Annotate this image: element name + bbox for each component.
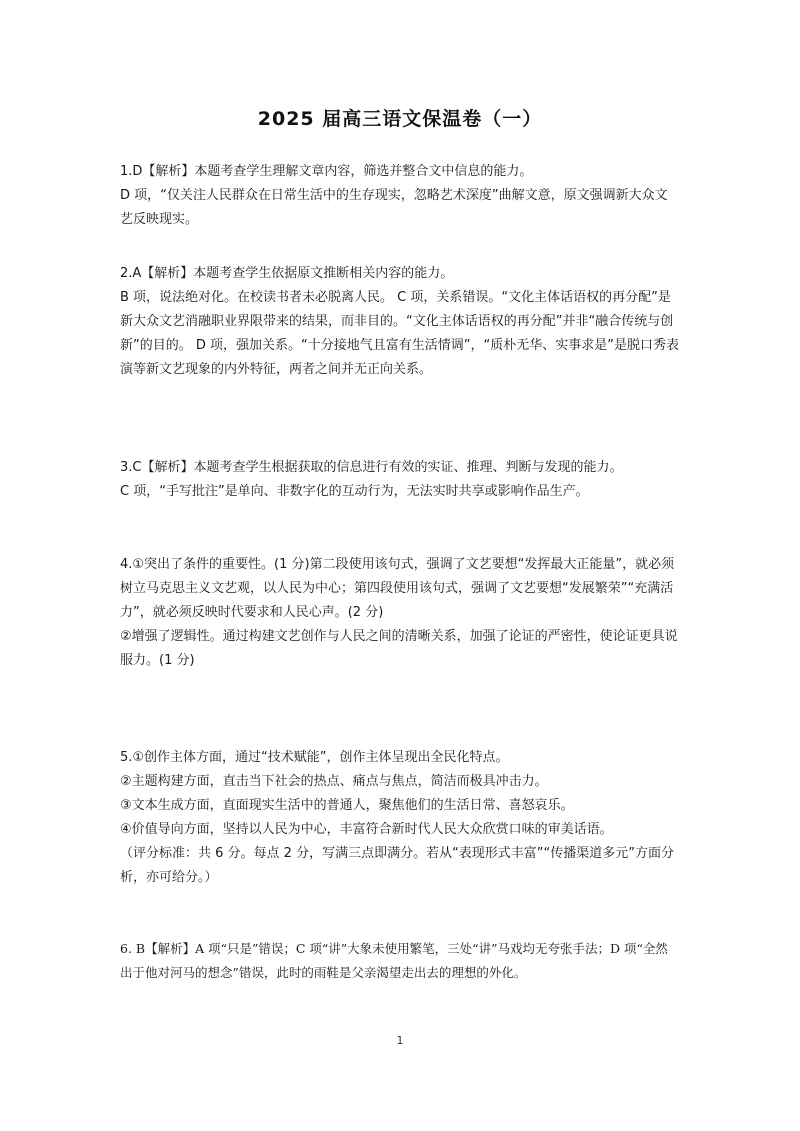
- answer-1: [120, 160, 680, 232]
- answer-5: [120, 746, 680, 890]
- answer-2-detail: B 项，说法绝对化。在校读书者未必脱离人民。 C 项，关系错误。“文化主体话语权的再分配”是新大众文艺消融职业界限带来的结果，而非目的。“文化主体话语权的再分配”并非“融合传统与创新”的目的。 D 项，强加关系。“十分接地气且富有生活情调”，“质朴无华、实事求是”是脱口秀表演等新文艺现象的内外特征，两者之间并无正向关系。: [120, 290, 679, 377]
- answer-4-point-1: 4.①突出了条件的重要性。(1 分)第二段使用该句式，强调了文艺要想“发挥最大正能量”，就必须树立马克思主义文艺观，以人民为中心；第四段使用该句式，强调了文艺要想“发展繁荣”“充满活力”，就必须反映时代要求和人民心声。(2 分): [120, 557, 675, 620]
- answer-3: [120, 456, 680, 504]
- answer-5-point-3: ③文本生成方面，直面现实生活中的普通人，聚焦他们的生活日常、喜怒哀乐。: [120, 798, 574, 813]
- answer-1-analysis: 1.D【解析】本题考查学生理解文章内容，筛选并整合文中信息的能力。: [120, 164, 533, 179]
- document-title: 2025 届高三语文保温卷（一）: [257, 108, 543, 130]
- page-number: 1: [396, 1034, 404, 1047]
- answer-2-analysis: 2.A【解析】本题考查学生依据原文推断相关内容的能力。: [120, 266, 454, 281]
- answer-6-analysis: 6. B【解析】A 项“只是”错误；C 项“讲”大象未使用繁笔，三处“讲”马戏均无夸张手法；D 项“全然出于他对河马的想念”错误，此时的雨鞋是父亲渴望走出去的理想的外化。: [120, 941, 668, 980]
- answer-1-detail: D 项，“仅关注人民群众在日常生活中的生存现实，忽略艺术深度”曲解文意，原文强调新大众文艺反映现实。: [120, 188, 668, 227]
- answer-3-analysis: 3.C【解析】本题考查学生根据获取的信息进行有效的实证、推理、判断与发现的能力。: [120, 460, 623, 475]
- answer-6: [120, 937, 680, 985]
- answer-2: [120, 262, 680, 382]
- answer-3-detail: C 项，“手写批注”是单向、非数字化的互动行为，无法实时共享或影响作品生产。: [120, 484, 589, 499]
- answer-5-scoring-note: （评分标准：共 6 分。每点 2 分，写满三点即满分。若从“表现形式丰富”“传播渠道多元”方面分析，亦可给分。）: [120, 846, 675, 885]
- answer-5-point-2: ②主题构建方面，直击当下社会的热点、痛点与焦点，简洁而极具冲击力。: [120, 774, 548, 789]
- answer-5-point-4: ④价值导向方面，坚持以人民为中心，丰富符合新时代人民大众欣赏口味的审美话语。: [120, 822, 613, 837]
- answer-5-point-1: 5.①创作主体方面，通过“技术赋能”，创作主体呈现出全民化特点。: [120, 750, 509, 765]
- answer-4-point-2: ②增强了逻辑性。通过构建文艺创作与人民之间的清晰关系，加强了论证的严密性，使论证更具说服力。(1 分): [120, 629, 678, 668]
- answer-4: [120, 553, 680, 673]
